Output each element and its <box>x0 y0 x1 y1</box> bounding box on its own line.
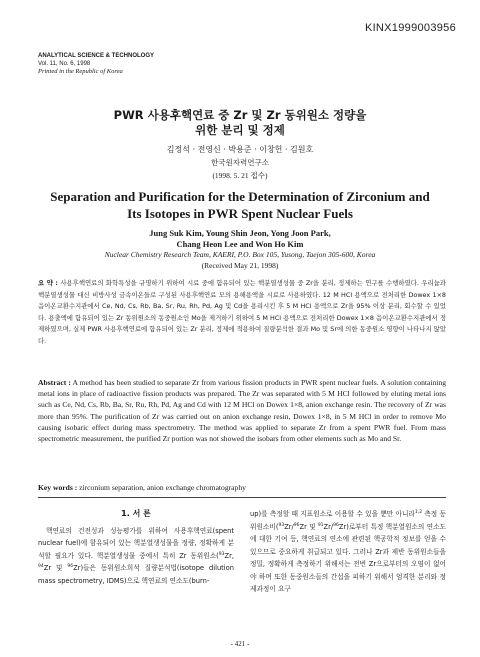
keywords <box>38 483 446 492</box>
english-abstract-text: A method has been studied to separate Zr from various fission products in PWR spent nuclear fuels. A solution containing metal ions in place of radioactive fission products was prepared. The Zr was separated with 5 M HCl followed by eluting metal ions such as Ce, Nd, Cs, Rb, Ba, Sr, Ru, Rh, Pd, Ag and Cd with 12 M HCl on Dowex 1×8, anion exchange resin. The recovery of Zr was more than 95%. The purification of Zr was carried out on anion exchange resin, Dowex 1×8, in 5 M HCl in order to remove Mo causing isobaric effect during mass spectrometry. The method was applied to separate Zr from a spent PWR fuel. From mass spectrometric measurement, the purified Zr portion was not showed the isobars from other elements such as Mo and Sr. <box>38 378 447 444</box>
left-column-text: 핵연료의 건전성과 성능평가를 위하여 사용후핵연료(spent nuclear fuel)에 함유되어 있는 핵분열생성물을 정량, 정확하게 분석할 필요가 있다. 핵분열생성물 중에서 특히 Zr 동위원소( <box>38 526 234 560</box>
english-abstract <box>38 377 446 444</box>
korean-abstract-label: 요 약 : <box>38 279 58 287</box>
right-column-text: Zr 및 <box>299 522 318 531</box>
keywords-text: zirconium separation, anion exchange chromatography <box>79 483 246 492</box>
left-column-text: Zr, <box>224 551 234 560</box>
isotope-mass-number: 91 <box>317 522 324 528</box>
right-column-text: Zr/ <box>284 522 294 531</box>
korean-affiliation: 한국원자력연구소 <box>211 158 269 167</box>
section-divider <box>38 497 446 498</box>
journal-info <box>38 52 154 76</box>
reference-marker: 1,2 <box>414 509 423 515</box>
english-authors <box>0 228 480 250</box>
isotope-mass-number: 96 <box>333 522 339 528</box>
english-affiliation: Nuclear Chemistry Research Team, KAERI, P.O. Box 105, Yusong, Taejon 305-600, Korea <box>104 250 376 259</box>
right-column-paragraph <box>250 508 446 596</box>
isotope-mass-number: 93 <box>218 551 225 557</box>
section-heading-introduction: 1. 서 론 <box>121 509 151 518</box>
left-column <box>38 508 234 587</box>
right-column-text: Zr/ <box>323 522 334 531</box>
left-column-text: Zr 및 <box>43 564 68 572</box>
isotope-mass-number: 96 <box>67 563 74 569</box>
english-title-line2: Its Isotopes in PWR Spent Nuclear Fuels <box>127 206 353 221</box>
korean-title-line1: PWR 사용후핵연료 중 Zr 및 Zr 동위원소 정량을 <box>113 108 367 122</box>
english-received-date: (Received May 21, 1998) <box>201 261 279 270</box>
left-column-text: Zr)들은 동위원소희석 질량분석법(isotope dilution mass spectrometry, IDMS)으로 핵연료의 연소도(burn- <box>38 564 234 585</box>
right-column <box>250 508 446 596</box>
english-authors-line1: Jung Suk Kim, Young Shin Jeon, Yong Joon Park, <box>149 228 331 238</box>
korean-received-date: (1998. 5. 21 접수) <box>212 171 268 180</box>
right-column-text: up)를 측정할 때 지표원소로 이용할 수 있을 뿐만 아니라 <box>250 510 415 518</box>
right-column-text: 측정 동위원소비( <box>250 510 446 531</box>
keywords-label: Key words : <box>38 483 78 492</box>
korean-title <box>0 108 480 138</box>
english-authors-line2: Chang Heon Lee and Won Ho Kim <box>176 239 304 249</box>
korean-authors: 김정석 · 전영신 · 박용준 · 이창헌 · 김원호 <box>166 145 314 154</box>
document-id: KINX1999003956 <box>364 22 456 34</box>
page-number: - 421 - <box>230 640 250 648</box>
korean-title-line2: 위한 분리 및 정제 <box>195 123 285 137</box>
korean-abstract-text: 사용후핵연료의 화학특성을 규명하기 위하여 시료 중에 함유되어 있는 핵분열생성물 중 Zr을 분리, 정제하는 연구를 수행하였다. 우리늄과 핵분열생성물 대신 비방사성 금속이온들로 구성된 사용후핵연료 모의 용해용액을 시료로 사용하였다. 12 M HCl 용액으로 전처리한 Dowex 1×8 음이온교환수지관에서 Ce, Nd, Cs, Rb, Ba, Sr, Ru, Rh, Pd, Ag 및 Cd을 용리시킨 후 5 M HCl 용액으로 Zr을 95% 이상 분리, 회수할 수 있었다. 용출액에 함유되어 있는 Zr 동위원소의 동중원소인 Mo을 제거하기 위하여 5 M HCl 용액으로 전처리한 Dowex 1×8 음이온교환수지관에서 정제하였으며, 실제 PWR 사용후핵연료에 함유되어 있는 Zr 분리, 정제에 적용하여 질량분석한 결과 Mo 및 Sr에 의한 동중원소 영향이 나타나지 않았다. <box>38 279 446 345</box>
journal-volume: Vol. 11, No. 6, 1998 <box>38 61 91 67</box>
journal-printed: Printed in the Republic of Korea <box>38 68 123 75</box>
right-column-text: Zr)로부터 특정 핵분열원소의 연소도에 대한 기여 등, 핵연료의 연소에 관련된 핵공학적 정보를 얻을 수 있으므로 중요하게 취급되고 있다. 그러나 Zr과 제반 동위원소들을 정밀, 정확하게 측정하기 위해서는 전번 Zr으로부터의 오염이 없어야 하며 또한 동중원소들의 간섭을 피하기 위해서 엄격한 분리와 정제과정이 요구 <box>250 522 446 593</box>
english-title <box>0 188 480 222</box>
isotope-mass-number: 93 <box>278 522 285 528</box>
isotope-mass-number: 94 <box>38 563 44 569</box>
isotope-mass-number: 96 <box>293 522 300 528</box>
english-abstract-label: Abstract : <box>38 378 71 387</box>
journal-name: ANALYTICAL SCIENCE & TECHNOLOGY <box>38 53 155 59</box>
left-column-paragraph <box>38 525 234 588</box>
korean-abstract <box>38 278 446 348</box>
english-title-line1: Separation and Purification for the Determination of Zirconium and <box>50 189 430 204</box>
